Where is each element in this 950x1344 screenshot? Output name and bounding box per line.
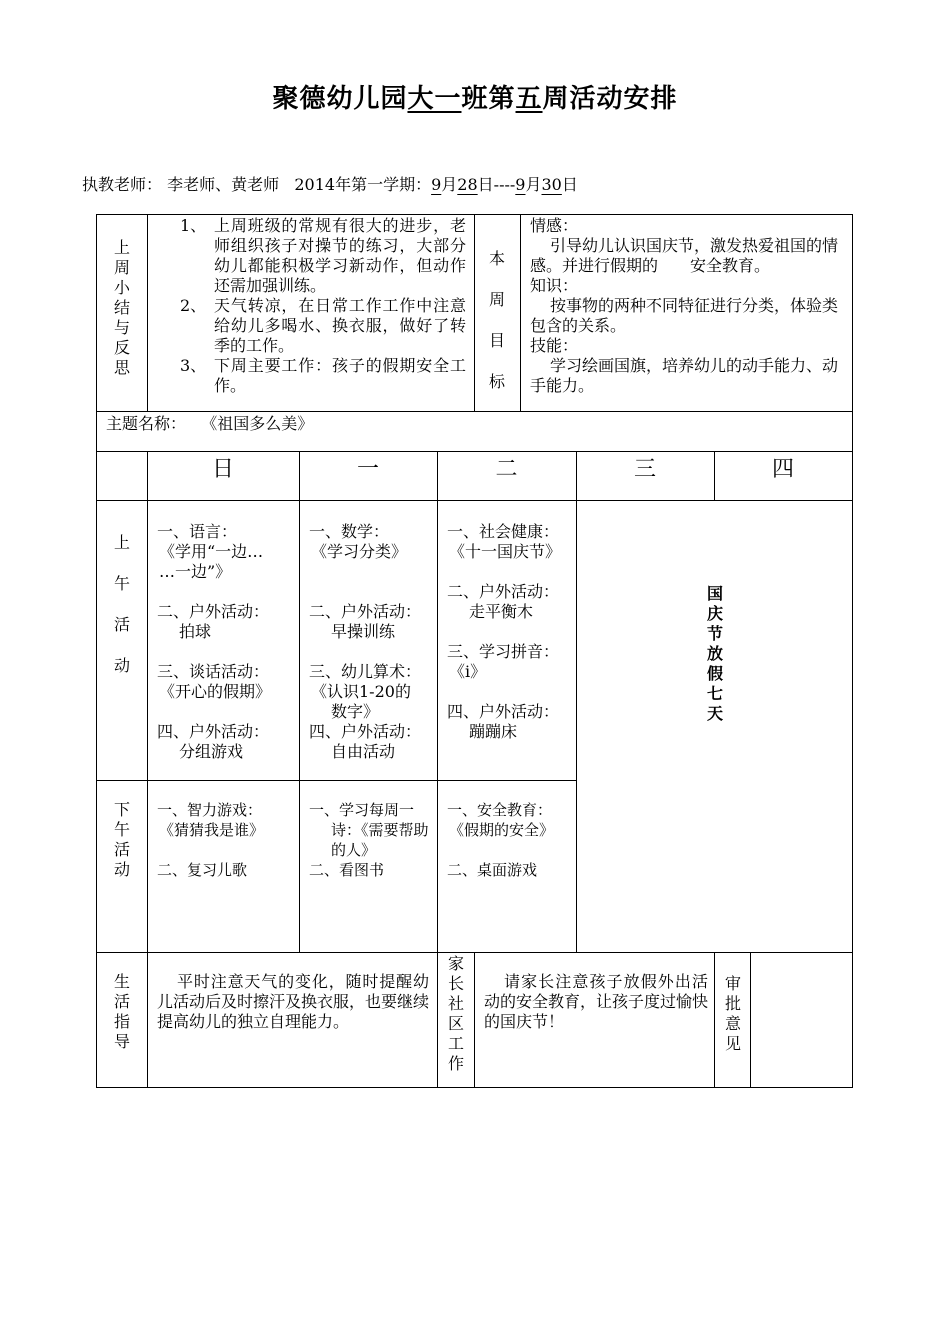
- activity-line: 《假期的安全》: [449, 821, 555, 839]
- life-label-char: 导: [113, 1032, 130, 1051]
- holiday-char: 天: [706, 704, 723, 723]
- summary-label-char: 反: [113, 338, 130, 357]
- summary-label: [112, 238, 132, 378]
- parents-label-char: 作: [447, 1054, 464, 1073]
- title-week: 五: [515, 84, 543, 114]
- activity-line: [309, 582, 435, 602]
- activity-line: 《认识1-20的: [311, 682, 411, 701]
- title-school: 聚德幼儿园: [272, 84, 408, 114]
- goal-emotion: 引导幼儿认识国庆节，激发热爱祖国的情感。并进行假期的 安全教育。: [530, 236, 839, 275]
- day-header-tue: 二: [495, 457, 518, 482]
- morning-label-char: 活: [113, 615, 130, 634]
- activity-line: 二、户外活动：: [447, 582, 560, 601]
- activity-line: [309, 642, 435, 662]
- holiday-note: [703, 584, 727, 724]
- activity-line: 二、看图书: [309, 861, 385, 879]
- holiday-char: 七: [706, 684, 723, 703]
- afternoon-sun: [157, 800, 297, 880]
- summary-label-char: 思: [113, 358, 130, 377]
- activity-line: 三、谈话活动：: [157, 662, 270, 681]
- day-header-sun: 日: [211, 457, 234, 482]
- theme-name: 《祖国多么美》: [201, 414, 314, 433]
- sep: 日: [561, 175, 578, 194]
- activity-line: [447, 840, 575, 860]
- life-label: [112, 972, 132, 1052]
- summary-item-text: 下周主要工作：孩子的假期安全工作。: [214, 356, 466, 395]
- term: 2014年第一学期：: [294, 175, 432, 194]
- afternoon-label: [112, 800, 132, 880]
- goals-label-char: 标: [488, 372, 505, 391]
- parents-label-char: 长: [447, 974, 464, 993]
- page-title: [0, 78, 950, 115]
- summary-item: [180, 356, 466, 396]
- goals-label-char: 本: [488, 249, 505, 268]
- activity-line: [157, 642, 297, 662]
- activity-line: [447, 562, 575, 582]
- activity-line: 四、户外活动：: [157, 722, 270, 741]
- activity-line: 诗：《需要帮助: [331, 821, 429, 839]
- approval-label-char: 见: [724, 1034, 741, 1053]
- activity-line: 二、复习儿歌: [157, 861, 248, 879]
- summary-item-number: 3、: [180, 356, 207, 375]
- summary-item-text: 天气转凉，在日常工作工作中注意给幼儿多喝水、换衣服，做好了转季的工作。: [214, 296, 466, 355]
- goal-skill-title: 技能：: [530, 336, 579, 355]
- goal-emotion-title: 情感：: [530, 216, 579, 235]
- approval-label-char: 审: [724, 974, 741, 993]
- activity-line: …一边”》: [159, 562, 232, 581]
- theme-row: [106, 414, 313, 434]
- goals-content: [530, 216, 846, 396]
- summary-list: [180, 216, 466, 396]
- activity-line: 四、户外活动：: [309, 722, 422, 741]
- afternoon-label-char: 午: [113, 820, 130, 839]
- afternoon-label-char: 下: [113, 800, 130, 819]
- activity-line: [157, 840, 297, 860]
- summary-label-char: 周: [113, 258, 130, 277]
- sep: 月: [441, 175, 458, 194]
- life-guidance: 平时注意天气的变化，随时提醒幼儿活动后及时擦汗及换衣服，也要继续提高幼儿的独立自理能力。: [157, 972, 430, 1031]
- parents-work: 请家长注意孩子放假外出活动的安全教育，让孩子度过愉快的国庆节！: [484, 972, 709, 1031]
- sep: 日----: [477, 175, 516, 194]
- activity-line: 《i》: [449, 662, 487, 681]
- title-suffix: 周活动安排: [542, 84, 678, 114]
- title-class-suffix: 班第: [461, 84, 516, 114]
- parents-label: [446, 954, 466, 1074]
- goal-knowledge: 按事物的两种不同特征进行分类，体验类包含的关系。: [530, 296, 839, 335]
- activity-line: 一、社会健康：: [447, 522, 560, 541]
- life-label-char: 生: [113, 972, 130, 991]
- activity-line: 自由活动: [331, 742, 396, 761]
- end-month: 9: [515, 175, 526, 194]
- parents-label-char: 社: [447, 994, 464, 1013]
- sep: 月: [525, 175, 542, 194]
- teachers: 执教老师： 李老师、黄老师: [82, 175, 280, 194]
- activity-line: 早操训练: [331, 622, 396, 641]
- day-header-thu: 四: [771, 457, 794, 482]
- goal-knowledge-title: 知识：: [530, 276, 579, 295]
- activity-line: [447, 682, 575, 702]
- summary-item-number: 1、: [180, 216, 207, 235]
- afternoon-tue: [447, 800, 575, 880]
- parents-label-char: 家: [447, 954, 464, 973]
- activity-line: 《猜猜我是谁》: [159, 821, 265, 839]
- activity-line: 《十一国庆节》: [449, 542, 562, 561]
- morning-tue: [447, 522, 575, 742]
- goals-label-char: 目: [488, 331, 505, 350]
- start-month: 9: [431, 175, 442, 194]
- info-line: [82, 172, 578, 195]
- goals-label-char: 周: [488, 290, 505, 309]
- morning-label-char: 动: [113, 656, 130, 675]
- goals-label: [487, 238, 507, 402]
- activity-line: 蹦蹦床: [469, 722, 518, 741]
- activity-line: 三、幼儿算术：: [309, 662, 422, 681]
- approval-field[interactable]: [752, 954, 850, 1084]
- summary-item: [180, 296, 466, 356]
- summary-label-char: 上: [113, 238, 130, 257]
- approval-label-char: 批: [724, 994, 741, 1013]
- activity-line: [157, 702, 297, 722]
- activity-line: 一、智力游戏：: [157, 801, 263, 819]
- activity-line: 走平衡木: [469, 602, 534, 621]
- parents-label-char: 工: [447, 1034, 464, 1053]
- activity-line: 二、桌面游戏: [447, 861, 538, 879]
- afternoon-label-char: 活: [113, 840, 130, 859]
- morning-sun: [157, 522, 297, 762]
- activity-line: 二、户外活动：: [157, 602, 270, 621]
- day-header-wed: 三: [633, 457, 656, 482]
- morning-label-char: 午: [113, 574, 130, 593]
- goal-skill: 学习绘画国旗，培养幼儿的动手能力、动手能力。: [530, 356, 839, 395]
- approval-label: [723, 974, 743, 1054]
- activity-line: 数字》: [331, 702, 380, 721]
- summary-item-text: 上周班级的常规有很大的进步，老师组织孩子对操节的练习，大部分幼儿都能积极学习新动作，但动作还需加强训练。: [214, 216, 466, 295]
- summary-label-char: 小: [113, 278, 130, 297]
- activity-line: 的人》: [331, 841, 377, 859]
- activity-line: 一、安全教育：: [447, 801, 553, 819]
- holiday-char: 庆: [706, 604, 723, 623]
- activity-line: 三、学习拼音：: [447, 642, 560, 661]
- holiday-char: 国: [706, 584, 723, 603]
- theme-label: 主题名称：: [106, 414, 187, 433]
- end-day: 30: [541, 175, 562, 194]
- morning-label-char: 上: [113, 533, 130, 552]
- holiday-char: 放: [706, 644, 723, 663]
- day-header-mon: 一: [356, 457, 379, 482]
- activity-line: 二、户外活动：: [309, 602, 422, 621]
- activity-line: 一、语言：: [157, 522, 238, 541]
- activity-line: 四、户外活动：: [447, 702, 560, 721]
- activity-line: 拍球: [179, 622, 212, 641]
- approval-label-char: 意: [724, 1014, 741, 1033]
- activity-line: 《开心的假期》: [159, 682, 272, 701]
- activity-line: [157, 582, 297, 602]
- activity-line: [447, 622, 575, 642]
- activity-line: 《学用“一边…: [159, 542, 264, 561]
- holiday-char: 节: [706, 624, 723, 643]
- life-label-char: 指: [113, 1012, 130, 1031]
- activity-line: 《学习分类》: [311, 542, 408, 561]
- parents-label-char: 区: [447, 1014, 464, 1033]
- activity-line: [309, 562, 435, 582]
- activity-line: 一、学习每周一: [309, 801, 415, 819]
- summary-label-char: 与: [113, 318, 130, 337]
- start-day: 28: [457, 175, 478, 194]
- holiday-char: 假: [706, 664, 723, 683]
- summary-item-number: 2、: [180, 296, 207, 315]
- afternoon-label-char: 动: [113, 860, 130, 879]
- summary-item: [180, 216, 466, 296]
- morning-mon: [309, 522, 435, 762]
- life-label-char: 活: [113, 992, 130, 1011]
- activity-line: 一、数学：: [309, 522, 390, 541]
- summary-label-char: 结: [113, 298, 130, 317]
- morning-label: [112, 522, 132, 686]
- title-class: 大一: [407, 84, 462, 114]
- afternoon-mon: [309, 800, 435, 880]
- activity-line: 分组游戏: [179, 742, 244, 761]
